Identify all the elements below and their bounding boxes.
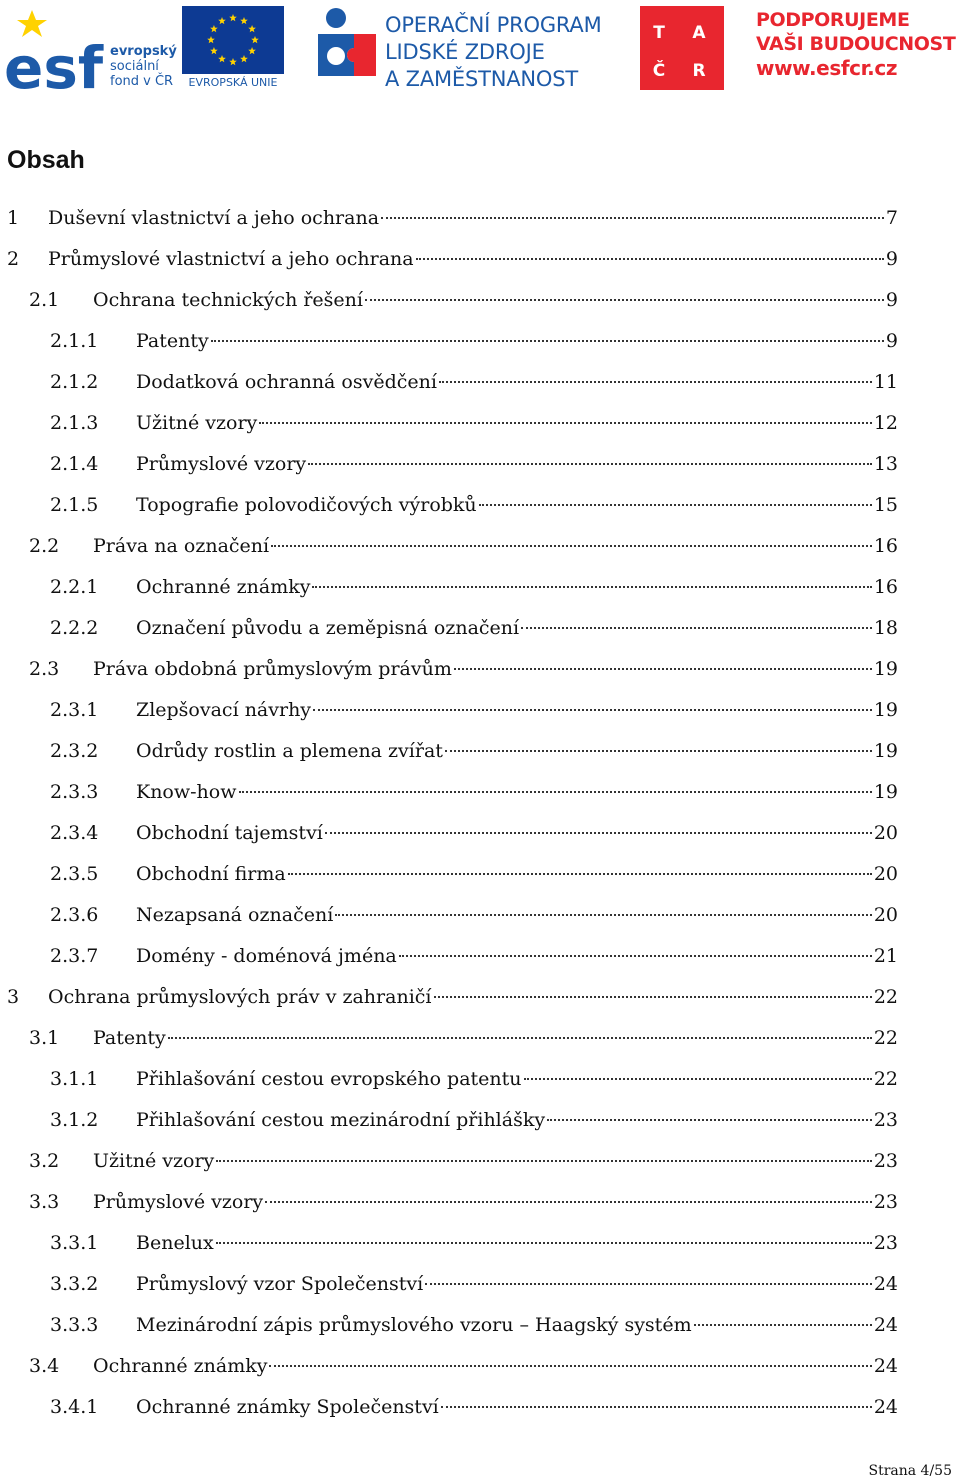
podporujeme-line-1: PODPORUJEME <box>756 9 910 31</box>
toc-entry-line <box>93 1182 898 1223</box>
toc-dot-leader <box>168 1036 872 1039</box>
toc-entry-page: 23 <box>873 1109 898 1131</box>
toc-entry[interactable] <box>0 1264 898 1305</box>
toc-entry-title: Práva obdobná průmyslovým právům <box>93 658 452 680</box>
tacr-letter-c: Č <box>652 61 666 81</box>
toc-entry-number: 2.3 <box>29 658 60 680</box>
toc-entry-page: 18 <box>873 617 898 639</box>
toc-dot-leader <box>454 667 872 670</box>
toc-entry[interactable] <box>0 649 898 690</box>
podporujeme-url: www.esfcr.cz <box>756 56 898 80</box>
toc-dot-leader <box>211 339 884 342</box>
toc-entry[interactable] <box>0 977 898 1018</box>
toc-entry-page: 13 <box>873 453 898 475</box>
toc-entry[interactable] <box>0 198 898 239</box>
toc-entry-page: 16 <box>873 576 898 598</box>
toc-entry[interactable] <box>0 772 898 813</box>
toc-entry-number: 3.3 <box>29 1191 60 1213</box>
toc-dot-leader <box>434 995 872 998</box>
toc-entry-line <box>93 649 898 690</box>
toc-entry-line <box>93 1018 898 1059</box>
toc-entry-line <box>136 772 898 813</box>
toc-entry-page: 19 <box>873 699 898 721</box>
toc-entry-page: 7 <box>885 207 898 229</box>
toc-entry-line <box>93 1346 898 1387</box>
toc-entry-page: 24 <box>873 1273 898 1295</box>
toc-entry-title: Obchodní firma <box>136 863 286 885</box>
toc-entry-title: Ochranné známky <box>93 1355 268 1377</box>
toc-entry-page: 23 <box>873 1150 898 1172</box>
toc-entry-number: 2.1.2 <box>50 371 99 393</box>
toc-entry-title: Užitné vzory <box>93 1150 215 1172</box>
eu-label: EVROPSKÁ UNIE <box>188 76 278 89</box>
esf-line-1: evropský <box>110 44 177 59</box>
toc-entry-number: 3.2 <box>29 1150 60 1172</box>
toc-entry[interactable] <box>0 239 898 280</box>
toc-entry[interactable] <box>0 1100 898 1141</box>
toc-entry-title: Ochrana technických řešení <box>93 289 363 311</box>
toc-entry[interactable] <box>0 444 898 485</box>
toc-entry[interactable] <box>0 1387 898 1428</box>
toc-entry-page: 24 <box>873 1396 898 1418</box>
toc-entry-title: Přihlašování cestou evropského patentu <box>136 1068 522 1090</box>
toc-entry[interactable] <box>0 813 898 854</box>
esf-logo <box>4 6 177 92</box>
star-icon <box>17 10 47 37</box>
toc-entry-line <box>136 1223 898 1264</box>
toc-entry-title: Patenty <box>136 330 209 352</box>
esf-subtitle <box>110 44 177 89</box>
toc-entry[interactable] <box>0 1141 898 1182</box>
toc-entry[interactable] <box>0 854 898 895</box>
toc-entry-page: 23 <box>873 1191 898 1213</box>
toc-entry-page: 15 <box>873 494 898 516</box>
esf-line-3: fond v ČR <box>110 74 174 89</box>
toc-dot-leader <box>416 257 884 260</box>
toc-dot-leader <box>441 1405 872 1408</box>
toc-entry-number: 2.3.7 <box>50 945 99 967</box>
podporujeme-text <box>756 8 955 80</box>
toc-entry-title: Průmyslové vlastnictví a jeho ochrana <box>48 248 414 270</box>
esf-line-2: sociální <box>110 59 159 74</box>
tacr-letter-t: T <box>653 23 665 43</box>
toc-dot-leader <box>325 831 872 834</box>
toc-entry-page: 24 <box>873 1314 898 1336</box>
eu-logo <box>182 6 284 92</box>
toc-entry-title: Průmyslové vzory <box>136 453 307 475</box>
toc-entry-line <box>136 1059 898 1100</box>
toc-entry[interactable] <box>0 731 898 772</box>
toc-entry-number: 2.2.1 <box>50 576 99 598</box>
toc-entry-number: 3.1 <box>29 1027 60 1049</box>
toc-entry-page: 19 <box>873 658 898 680</box>
toc-entry[interactable] <box>0 1059 898 1100</box>
toc-entry-title: Domény - doménová jména <box>136 945 397 967</box>
toc-dot-leader <box>524 1077 872 1080</box>
toc-entry-number: 2.1 <box>29 289 60 311</box>
toc-dot-leader <box>259 421 872 424</box>
toc-entry-title: Práva na označení <box>93 535 270 557</box>
toc-entry-title: Benelux <box>136 1232 214 1254</box>
toc-entry[interactable] <box>0 1018 898 1059</box>
toc-entry[interactable] <box>0 1346 898 1387</box>
tacr-logo <box>640 6 724 90</box>
toc-dot-leader <box>335 913 872 916</box>
op-line-1: OPERAČNÍ PROGRAM <box>385 13 602 37</box>
toc-entry-page: 11 <box>873 371 898 393</box>
toc-entry-title: Obchodní tajemství <box>136 822 323 844</box>
toc-entry-number: 2.3.3 <box>50 781 99 803</box>
toc-entry-line <box>93 280 898 321</box>
toc-entry-number: 2.3.5 <box>50 863 99 885</box>
op-line-3: A ZAMĚSTNANOST <box>385 67 579 91</box>
toc-dot-leader <box>269 1364 871 1367</box>
header-logos <box>0 0 960 100</box>
toc-dot-leader <box>312 585 871 588</box>
toc-entry-line <box>136 690 898 731</box>
toc-entry-line <box>136 1387 898 1428</box>
toc-entry-number: 2.1.1 <box>50 330 99 352</box>
toc-entry-line <box>136 321 898 362</box>
toc-entry-title: Ochranné známky Společenství <box>136 1396 439 1418</box>
toc-entry-line <box>136 1100 898 1141</box>
toc-entry-title: Zlepšovací návrhy <box>136 699 312 721</box>
toc-entry-number: 3.3.1 <box>50 1232 99 1254</box>
toc-entry-line <box>136 444 898 485</box>
toc-entry-number: 2.2 <box>29 535 60 557</box>
toc-entry-title: Patenty <box>93 1027 166 1049</box>
toc-entry-line <box>136 567 898 608</box>
toc-entry-title: Know-how <box>136 781 237 803</box>
toc-entry-title: Odrůdy rostlin a plemena zvířat <box>136 740 443 762</box>
toc-entry-page: 20 <box>873 904 898 926</box>
toc-entry-line <box>136 895 898 936</box>
toc-entry-line <box>136 1264 898 1305</box>
toc-entry-title: Průmyslový vzor Společenství <box>136 1273 424 1295</box>
toc-entry-title: Mezinárodní zápis průmyslového vzoru – Haagský systém <box>136 1314 692 1336</box>
toc-entry-number: 2 <box>7 248 20 270</box>
toc-entry-title: Ochranné známky <box>136 576 311 598</box>
toc-entry[interactable] <box>0 403 898 444</box>
toc-dot-leader <box>265 1200 872 1203</box>
puzzle-person-icon <box>312 4 382 94</box>
toc-entry-page: 23 <box>873 1232 898 1254</box>
esf-wordmark: esf <box>4 34 104 92</box>
toc-entry-number: 2.1.4 <box>50 453 99 475</box>
toc-entry-line <box>136 403 898 444</box>
tacr-letter-r: R <box>692 61 706 81</box>
toc-title: Obsah <box>7 146 85 174</box>
toc-entry-page: 16 <box>873 535 898 557</box>
toc-entry-number: 3.4.1 <box>50 1396 99 1418</box>
toc-entry-page: 22 <box>873 1068 898 1090</box>
tacr-emblem <box>640 6 724 90</box>
toc-entry[interactable] <box>0 1305 898 1346</box>
toc-dot-leader <box>216 1159 872 1162</box>
toc-entry-line <box>48 198 898 239</box>
toc-dot-leader <box>521 626 872 629</box>
toc-entry-number: 2.3.1 <box>50 699 99 721</box>
toc-dot-leader <box>439 380 872 383</box>
eu-flag-icon <box>182 6 284 74</box>
tacr-letter-a: A <box>692 23 706 43</box>
toc-entry-title: Označení původu a zeměpisná označení <box>136 617 520 639</box>
toc-entry-page: 9 <box>885 289 898 311</box>
toc-entry-number: 2.3.2 <box>50 740 99 762</box>
toc-entry-number: 2.1.3 <box>50 412 99 434</box>
op-title <box>385 12 602 93</box>
toc-entry-page: 20 <box>873 863 898 885</box>
toc-entry-title: Průmyslové vzory <box>93 1191 264 1213</box>
toc-dot-leader <box>308 462 872 465</box>
toc-entry-title: Ochrana průmyslových práv v zahraničí <box>48 986 432 1008</box>
toc-dot-leader <box>547 1118 872 1121</box>
toc-dot-leader <box>381 216 884 219</box>
podporujeme-line-2: VAŠI BUDOUCNOST <box>756 33 956 55</box>
toc-entry-page: 19 <box>873 781 898 803</box>
toc-entry[interactable] <box>0 526 898 567</box>
table-of-contents <box>0 198 960 1428</box>
toc-entry-number: 2.3.6 <box>50 904 99 926</box>
toc-entry-line <box>93 1141 898 1182</box>
toc-entry-page: 9 <box>885 330 898 352</box>
toc-entry[interactable] <box>0 936 898 977</box>
op-lzz-logo <box>312 4 612 94</box>
toc-entry-number: 3.4 <box>29 1355 60 1377</box>
toc-entry-line <box>136 936 898 977</box>
toc-dot-leader <box>216 1241 872 1244</box>
toc-entry[interactable] <box>0 280 898 321</box>
toc-entry-line <box>136 854 898 895</box>
toc-entry-page: 19 <box>873 740 898 762</box>
toc-entry-title: Přihlašování cestou mezinárodní přihlášky <box>136 1109 546 1131</box>
toc-entry-page: 9 <box>885 248 898 270</box>
toc-entry-line <box>136 1305 898 1346</box>
toc-entry[interactable] <box>0 485 898 526</box>
toc-entry-number: 3 <box>7 986 20 1008</box>
toc-entry-line <box>136 608 898 649</box>
toc-entry-number: 2.1.5 <box>50 494 99 516</box>
toc-entry-line <box>136 485 898 526</box>
toc-entry-line <box>48 977 898 1018</box>
toc-entry-title: Nezapsaná označení <box>136 904 334 926</box>
toc-dot-leader <box>288 872 872 875</box>
toc-entry-line <box>93 526 898 567</box>
page-number: Strana 4/55 <box>868 1463 952 1479</box>
toc-entry-page: 24 <box>873 1355 898 1377</box>
toc-entry-line <box>48 239 898 280</box>
podporujeme-logo <box>752 6 960 92</box>
toc-entry[interactable] <box>0 567 898 608</box>
toc-entry-page: 21 <box>873 945 898 967</box>
toc-entry[interactable] <box>0 1223 898 1264</box>
toc-entry-page: 22 <box>873 1027 898 1049</box>
toc-dot-leader <box>694 1323 872 1326</box>
toc-dot-leader <box>445 749 872 752</box>
toc-entry-title: Dodatková ochranná osvědčení <box>136 371 437 393</box>
toc-dot-leader <box>271 544 872 547</box>
toc-entry-page: 22 <box>873 986 898 1008</box>
toc-entry-number: 3.3.2 <box>50 1273 99 1295</box>
toc-entry-page: 12 <box>873 412 898 434</box>
toc-dot-leader <box>425 1282 872 1285</box>
toc-entry-number: 2.3.4 <box>50 822 99 844</box>
toc-entry[interactable] <box>0 690 898 731</box>
toc-entry-title: Užitné vzory <box>136 412 258 434</box>
toc-entry-number: 1 <box>7 207 20 229</box>
toc-dot-leader <box>313 708 872 711</box>
toc-entry-page: 20 <box>873 822 898 844</box>
toc-entry[interactable] <box>0 362 898 403</box>
toc-dot-leader <box>399 954 872 957</box>
toc-entry[interactable] <box>0 1182 898 1223</box>
toc-entry-number: 3.1.2 <box>50 1109 99 1131</box>
toc-entry-number: 3.1.1 <box>50 1068 99 1090</box>
op-line-2: LIDSKÉ ZDROJE <box>385 40 545 64</box>
toc-entry-title: Topografie polovodičových výrobků <box>136 494 477 516</box>
toc-entry-line <box>136 731 898 772</box>
toc-entry-number: 2.2.2 <box>50 617 99 639</box>
toc-entry[interactable] <box>0 895 898 936</box>
toc-dot-leader <box>365 298 884 301</box>
toc-entry[interactable] <box>0 608 898 649</box>
toc-dot-leader <box>479 503 872 506</box>
toc-entry-line <box>136 813 898 854</box>
toc-dot-leader <box>239 790 872 793</box>
toc-entry-number: 3.3.3 <box>50 1314 99 1336</box>
toc-entry[interactable] <box>0 321 898 362</box>
toc-entry-title: Duševní vlastnictví a jeho ochrana <box>48 207 380 229</box>
toc-entry-line <box>136 362 898 403</box>
